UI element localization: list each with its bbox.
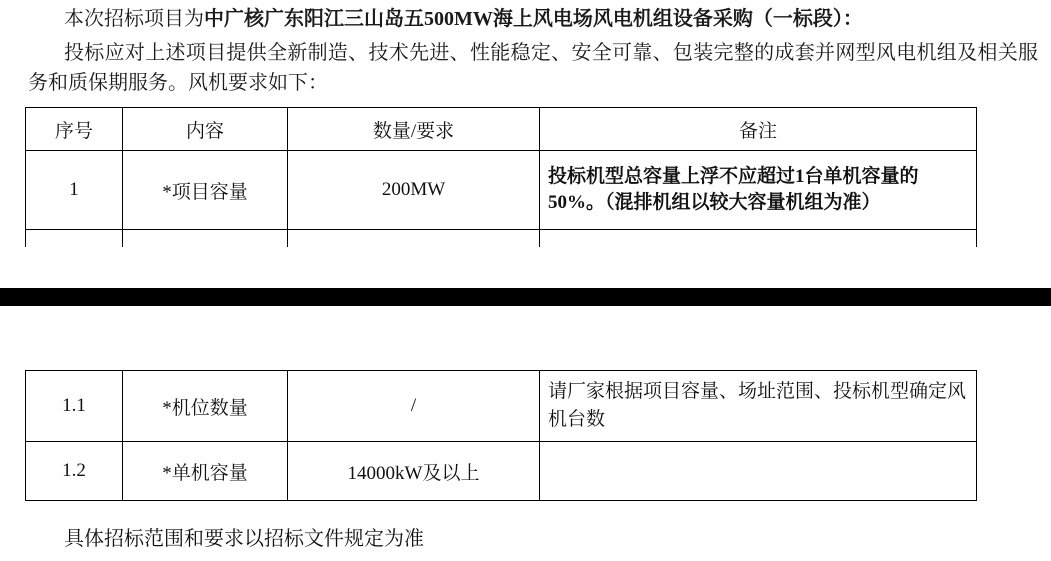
page-gap-lower (0, 306, 1051, 368)
cell-index: 1.2 (26, 442, 123, 501)
cell-item: *单机容量 (123, 442, 288, 501)
intro-prefix-text: 本次招标项目为 (64, 8, 204, 30)
cell-quantity: 200MW (288, 151, 540, 230)
header-quantity: 数量/要求 (288, 108, 540, 151)
table-row (26, 151, 977, 230)
table-row (26, 371, 977, 442)
intro-project-name: 中广核广东阳江三山岛五500MW海上风电场风电机组设备采购（一标段）： (204, 8, 863, 30)
header-note: 备注 (540, 108, 977, 151)
black-separator-band (0, 288, 1051, 306)
header-item: 内容 (123, 108, 288, 151)
cell-quantity: / (288, 371, 540, 442)
header-index: 序号 (26, 108, 123, 151)
cell-quantity: 14000kW及以上 (288, 442, 540, 501)
requirement-paragraph: 投标应对上述项目提供全新制造、技术先进、性能稳定、安全可靠、包装完整的成套并网型风电机组及相关服务和质保期服务。风机要求如下： (28, 42, 1038, 94)
table-header-row (26, 108, 977, 151)
footer-paragraph: 具体招标范围和要求以招标文件规定为准 (64, 528, 424, 550)
cell-index: 1 (26, 151, 123, 230)
cell-item: *机位数量 (123, 371, 288, 442)
table-row (26, 442, 977, 501)
cell-note (540, 442, 977, 501)
cell-note: 请厂家根据项目容量、场址范围、投标机型确定风机台数 (540, 371, 977, 442)
intro-paragraph (28, 4, 1028, 34)
page-gap-upper (0, 247, 1051, 288)
cell-note: 投标机型总容量上浮不应超过1台单机容量的50%。（混排机组以较大容量机组为准） (540, 151, 977, 230)
requirements-table-bottom (25, 370, 977, 501)
requirements-table-top (25, 107, 977, 261)
cell-index: 1.1 (26, 371, 123, 442)
cell-item: *项目容量 (123, 151, 288, 230)
